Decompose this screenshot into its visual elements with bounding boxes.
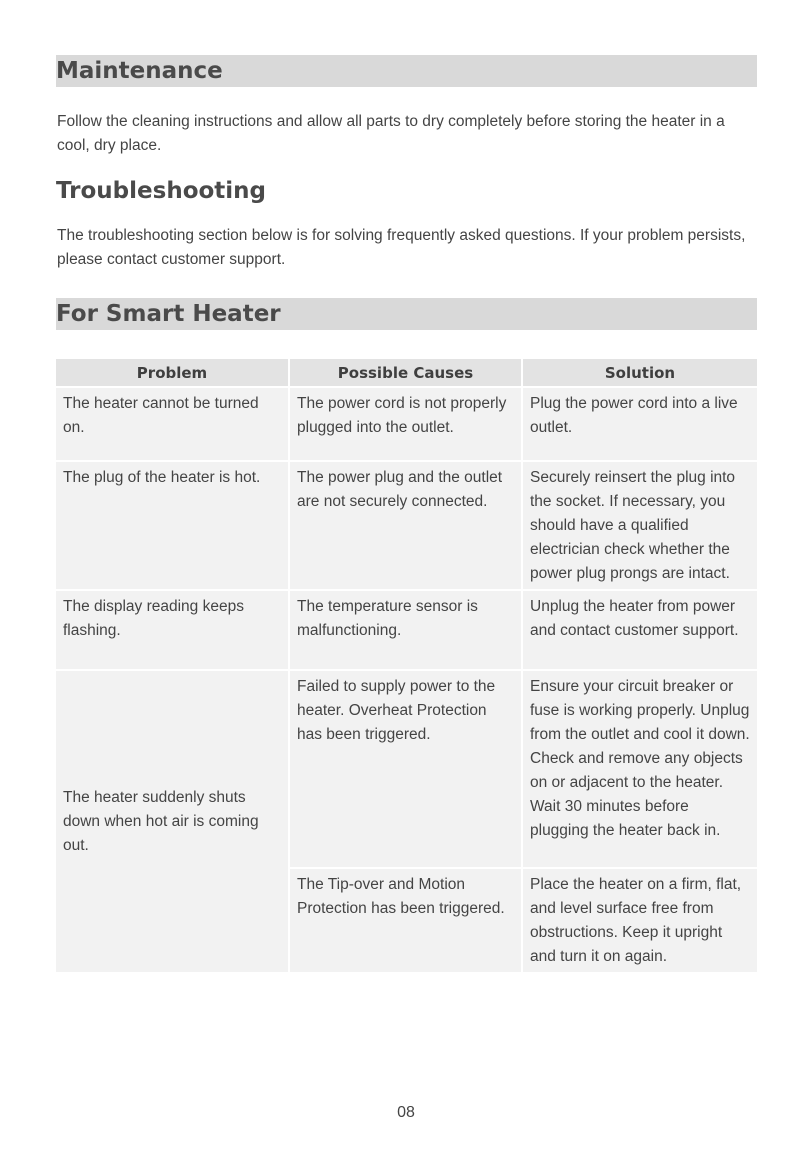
maintenance-heading: Maintenance — [56, 55, 757, 87]
header-solution: Solution — [523, 359, 757, 386]
solution-cell: Place the heater on a firm, flat, and level surface free from obstructions. Keep it upright and turn it on again. — [523, 867, 757, 972]
table-row — [56, 386, 757, 460]
smart-heater-heading: For Smart Heater — [56, 298, 757, 330]
maintenance-text: Follow the cleaning instructions and allow all parts to dry completely before storing the heater in a cool, dry place. — [57, 113, 725, 154]
troubleshooting-heading: Troubleshooting — [56, 178, 267, 204]
solution-cell: Plug the power cord into a live outlet. — [523, 386, 757, 460]
header-problem: Problem — [56, 359, 290, 386]
solution-cell: Ensure your circuit breaker or fuse is working properly. Unplug from the outlet and cool it down. Check and remove any objects on or adjacent to the heater. Wait 30 minutes before plugging the heater back in. — [523, 669, 757, 867]
troubleshooting-table — [56, 359, 757, 972]
solution-cell: Unplug the heater from power and contact customer support. — [523, 589, 757, 669]
cause-cell: Failed to supply power to the heater. Overheat Protection has been triggered. — [290, 669, 523, 867]
cause-cell: The power plug and the outlet are not securely connected. — [290, 460, 523, 589]
page-number: 08 — [397, 1104, 415, 1121]
problem-cell: The plug of the heater is hot. — [56, 460, 290, 589]
header-possible-causes: Possible Causes — [290, 359, 523, 386]
table-row — [56, 460, 757, 589]
cause-cell: The Tip-over and Motion Protection has been triggered. — [290, 867, 523, 972]
problem-cell: The heater cannot be turned on. — [56, 386, 290, 460]
troubleshooting-text: The troubleshooting section below is for solving frequently asked questions. If your problem persists, please contact customer support. — [57, 227, 746, 268]
problem-cell: The heater suddenly shuts down when hot air is coming out. — [56, 669, 290, 972]
table-header-row — [56, 359, 757, 386]
cause-cell: The temperature sensor is malfunctioning. — [290, 589, 523, 669]
problem-cell: The display reading keeps flashing. — [56, 589, 290, 669]
solution-cell: Securely reinsert the plug into the socket. If necessary, you should have a qualified electrician check whether the power plug prongs are intact. — [523, 460, 757, 589]
table-row — [56, 589, 757, 669]
table-row — [56, 669, 757, 867]
cause-cell: The power cord is not properly plugged into the outlet. — [290, 386, 523, 460]
